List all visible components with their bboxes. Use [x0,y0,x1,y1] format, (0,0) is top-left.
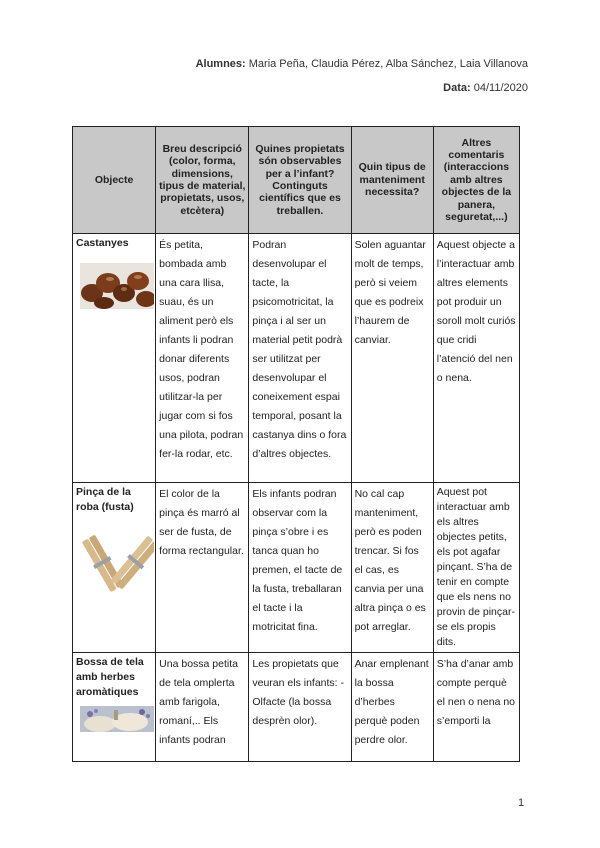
header-maintenance: Quin tipus de manteniment necessita? [351,127,433,234]
table-header-row [73,127,520,234]
comments-cell: S’ha d’anar amb compte perquè el nen o nena no s’emporti la [433,653,519,762]
table-row [73,653,520,762]
page-number: 1 [518,797,525,809]
header-object: Objecte [73,127,156,234]
table-row [73,483,520,653]
object-cell [73,653,156,762]
date-line [443,82,528,94]
authors-label: Alumnes: [195,58,246,70]
authors-line [196,58,528,70]
object-name: Bossa de tela amb herbes aromàtiques [76,656,144,698]
description-cell: És petita, bombada amb una cara llisa, suau, és un aliment però els infants li podran donar diferents usos, podran utilitzar-la per jugar com si fos una pilota, podran fer-la rodar, etc. [156,234,249,483]
header-observable: Quines propietats són observables per a l’infant? Continguts científics que es treballen. [249,127,351,234]
comments-cell: Aquest pot interactuar amb els altres objectes petits, els pot agafar pinçant. S’ha de tenir en compte que els nens no provin de pinçar-se els propis dits. [433,483,519,653]
authors-names: Maria Peña, Claudia Pérez, Alba Sánchez, Laia Villanova [248,58,528,70]
object-name: Castanyes [76,237,129,249]
table-row [73,234,520,483]
herb-bag-image [80,706,154,732]
observable-cell: Podran desenvolupar el tacte, la psicomotricitat, la pinça i al ser un material petit podrà ser utilitzat per desenvolupar el coneixement espai temporal, posant la castanya dins o fora d’altres objectes. [249,234,351,483]
maintenance-cell: Anar emplenant la bossa d’herbes perquè poden perdre olor. [351,653,433,762]
maintenance-cell: No cal cap manteniment, però es poden trencar. Si fos el cas, es canvia per una altra pinça o es pot arreglar. [351,483,433,653]
description-cell: Una bossa petita de tela omplerta amb farigola, romaní,.. Els infants podran [156,653,249,762]
header-comments: Altres comentaris (interaccions amb altres objectes de la panera, seguretat,...) [433,127,519,234]
comments-cell: Aquest objecte a l’interactuar amb altres elements pot produir un soroll molt curiós que cridi l’atenció del nen o nena. [433,234,519,483]
date-label: Data: [443,82,471,94]
chestnuts-image [80,263,154,309]
object-name: Pinça de la roba (fusta) [76,486,134,513]
observable-cell: Les propietats que veuran els infants: -Olfacte (la bossa desprèn olor). [249,653,351,762]
object-cell [73,234,156,483]
date-value: 04/11/2020 [473,82,528,94]
observable-cell: Els infants podran observar com la pinça s’obre i es tanca quan ho premen, el tacte de la fusta, treballaran el tacte i la motricitat fina. [249,483,351,653]
object-table [72,126,520,762]
header-description: Breu descripció (color, forma, dimensions, tipus de material, propietats, usos, etcètera) [156,127,249,234]
maintenance-cell: Solen aguantar molt de temps, però si veiem que es podreix l’haurem de canviar. [351,234,433,483]
clothespins-image [80,527,154,597]
description-cell: El color de la pinça és marró al ser de fusta, de forma rectangular. [156,483,249,653]
object-cell [73,483,156,653]
